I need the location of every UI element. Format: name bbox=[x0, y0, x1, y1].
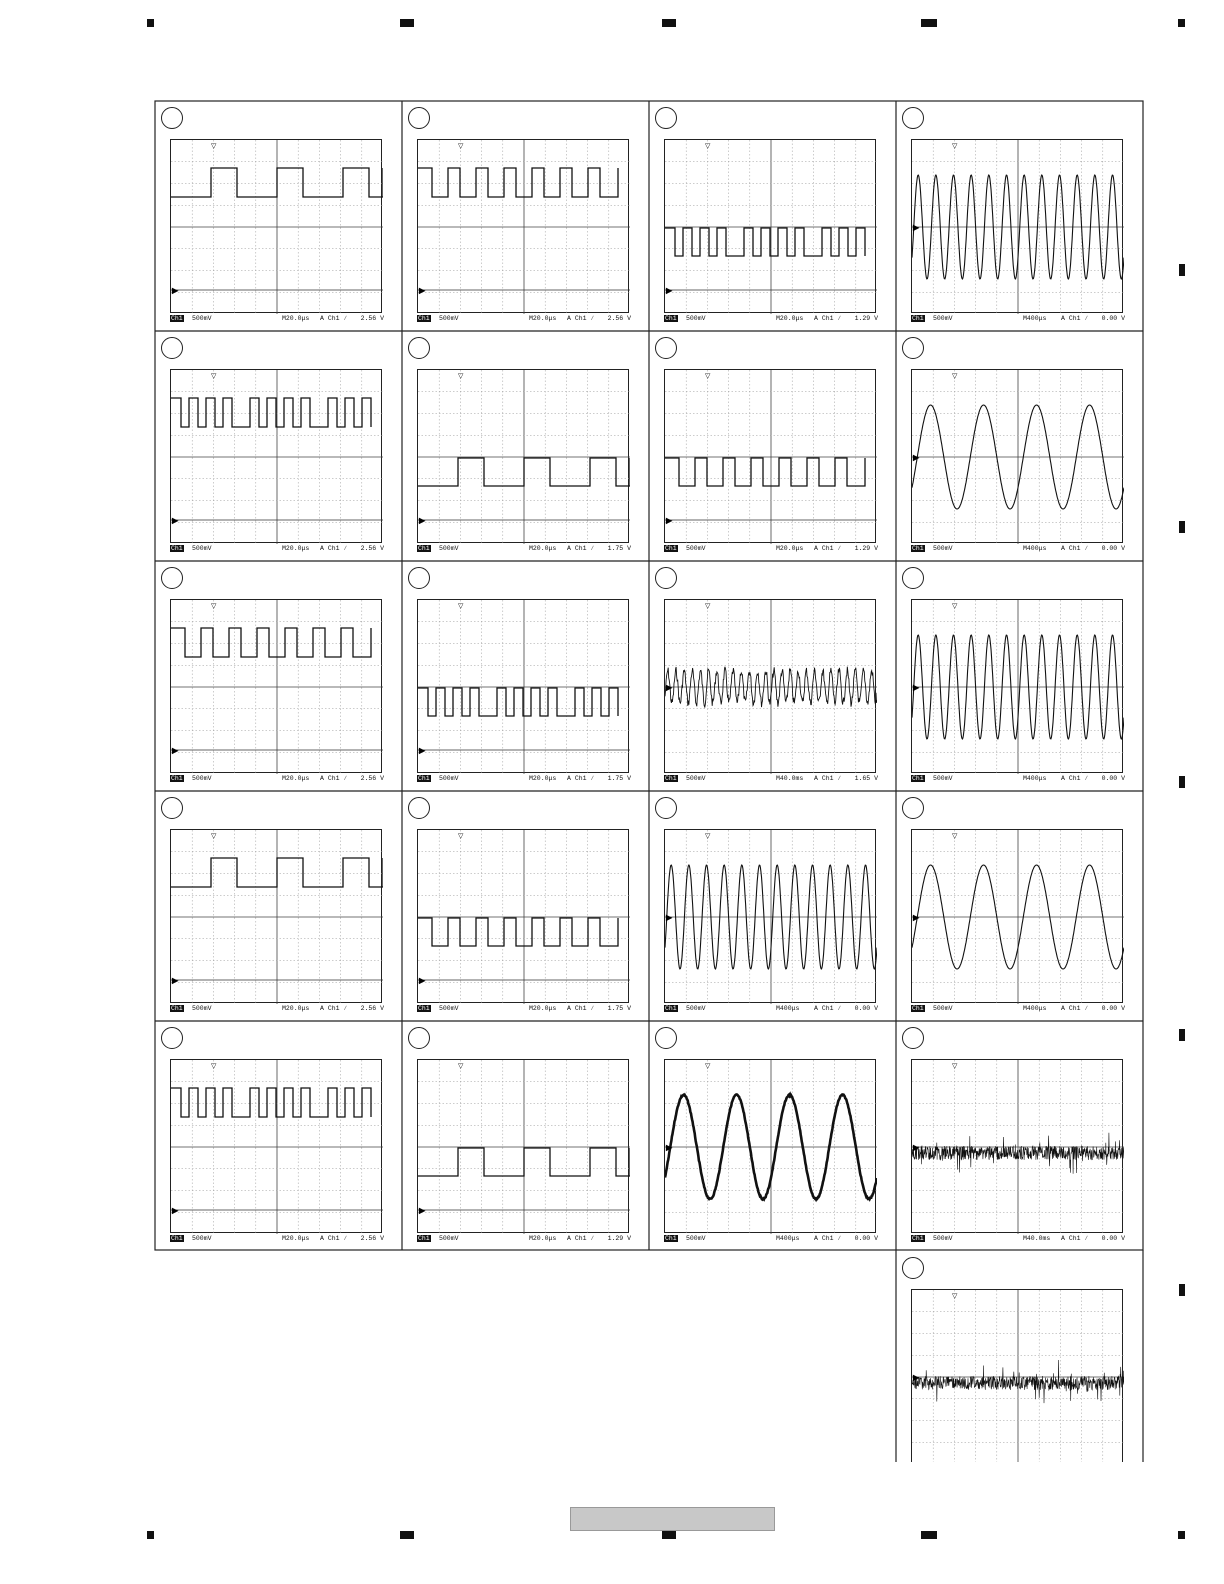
channel-label: Ch1 bbox=[665, 315, 677, 322]
timebase: M400μs bbox=[1023, 1005, 1047, 1012]
waveform-trace bbox=[665, 458, 865, 486]
waveform-number-circle bbox=[161, 567, 183, 589]
volts-per-div: 500mV bbox=[686, 1005, 706, 1012]
channel-label: Ch1 bbox=[171, 775, 183, 782]
scope-status-bar bbox=[664, 314, 878, 324]
waveform-trace bbox=[171, 858, 383, 887]
channel-label: Ch1 bbox=[665, 775, 677, 782]
timebase: M20.0μs bbox=[529, 775, 557, 782]
trigger-position-icon: ▽ bbox=[952, 603, 958, 610]
trigger-position-icon: ▽ bbox=[952, 1293, 958, 1300]
trigger-source: A Ch1 ∕ bbox=[567, 545, 595, 552]
trigger-channel: Ch1 bbox=[1068, 775, 1081, 782]
scope-status-bar bbox=[664, 774, 878, 784]
graticule bbox=[171, 600, 383, 774]
volts-per-div: 500mV bbox=[933, 1005, 953, 1012]
waveform-number-circle bbox=[902, 1027, 924, 1049]
waveform-trace bbox=[418, 1148, 630, 1176]
waveform-cell bbox=[402, 791, 649, 1021]
oscilloscope-screen bbox=[911, 1059, 1123, 1233]
timebase-value: 400μs bbox=[1026, 315, 1047, 322]
oscilloscope-screen bbox=[911, 599, 1123, 773]
trigger-channel: Ch1 bbox=[327, 1005, 340, 1012]
trigger-channel: Ch1 bbox=[327, 1235, 340, 1242]
trigger-channel: Ch1 bbox=[574, 775, 587, 782]
timebase-value: 20.0μs bbox=[285, 775, 310, 782]
waveform-number-circle bbox=[655, 567, 677, 589]
scope-status-bar bbox=[911, 544, 1125, 554]
trigger-level: 2.56 V bbox=[360, 545, 384, 552]
ground-marker-icon: ▶ bbox=[419, 286, 426, 295]
trigger-source: A Ch1 ∕ bbox=[320, 1005, 348, 1012]
trigger-level: 0.00 V bbox=[1101, 1235, 1125, 1242]
trigger-level: 0.00 V bbox=[1101, 545, 1125, 552]
trigger-channel: Ch1 bbox=[574, 545, 587, 552]
waveform-number-circle bbox=[655, 107, 677, 129]
volts-per-div: 500mV bbox=[439, 545, 459, 552]
trigger-level: 0.00 V bbox=[854, 1005, 878, 1012]
ground-marker-icon: ▶ bbox=[666, 913, 673, 922]
oscilloscope-screen bbox=[911, 829, 1123, 1003]
waveform-trace bbox=[418, 918, 618, 946]
waveform-cell bbox=[402, 561, 649, 791]
trigger-position-icon: ▽ bbox=[458, 143, 464, 150]
waveform-cell bbox=[649, 101, 896, 331]
timebase-value: 20.0μs bbox=[779, 315, 804, 322]
volts-per-div: 500mV bbox=[686, 545, 706, 552]
trigger-level: 1.29 V bbox=[854, 545, 878, 552]
channel-label: Ch1 bbox=[665, 1235, 677, 1242]
trigger-channel: Ch1 bbox=[327, 775, 340, 782]
volts-per-div: 500mV bbox=[686, 775, 706, 782]
trigger-level: 0.00 V bbox=[1101, 315, 1125, 322]
channel-label: Ch1 bbox=[418, 315, 430, 322]
channel-label: Ch1 bbox=[912, 775, 924, 782]
waveform-cell bbox=[155, 791, 402, 1021]
trigger-channel: Ch1 bbox=[327, 315, 340, 322]
channel-label: Ch1 bbox=[418, 1005, 430, 1012]
trigger-channel: Ch1 bbox=[821, 775, 834, 782]
volts-per-div: 500mV bbox=[192, 545, 212, 552]
trigger-position-icon: ▽ bbox=[952, 1063, 958, 1070]
oscilloscope-screen bbox=[664, 369, 876, 543]
trigger-channel: Ch1 bbox=[1068, 545, 1081, 552]
oscilloscope-screen bbox=[170, 829, 382, 1003]
trigger-position-icon: ▽ bbox=[705, 833, 711, 840]
ground-marker-icon: ▶ bbox=[913, 453, 920, 462]
trigger-position-icon: ▽ bbox=[705, 603, 711, 610]
ground-marker-icon: ▶ bbox=[172, 1206, 179, 1215]
waveform-number-circle bbox=[161, 107, 183, 129]
waveform-trace bbox=[171, 1088, 371, 1117]
scope-status-bar bbox=[170, 544, 384, 554]
oscilloscope-screen bbox=[417, 829, 629, 1003]
waveform-number-circle bbox=[902, 797, 924, 819]
trigger-source: A Ch1 ∕ bbox=[1061, 775, 1089, 782]
graticule bbox=[418, 140, 630, 314]
waveform-trace bbox=[418, 168, 618, 197]
graticule bbox=[912, 600, 1124, 774]
graticule bbox=[418, 370, 630, 544]
waveform-cell bbox=[155, 101, 402, 331]
timebase: M40.0ms bbox=[1023, 1235, 1051, 1242]
timebase-value: 20.0μs bbox=[285, 545, 310, 552]
scope-status-bar bbox=[911, 1234, 1125, 1244]
oscilloscope-screen bbox=[911, 139, 1123, 313]
trigger-channel: Ch1 bbox=[1068, 1235, 1081, 1242]
volts-per-div: 500mV bbox=[439, 1235, 459, 1242]
timebase-value: 400μs bbox=[779, 1005, 800, 1012]
oscilloscope-screen bbox=[664, 1059, 876, 1233]
graticule bbox=[665, 140, 877, 314]
trigger-level: 2.56 V bbox=[360, 775, 384, 782]
trigger-source: A Ch1 ∕ bbox=[814, 1005, 842, 1012]
trigger-channel: Ch1 bbox=[574, 1235, 587, 1242]
ground-marker-icon: ▶ bbox=[172, 746, 179, 755]
timebase: M20.0μs bbox=[282, 315, 310, 322]
trigger-source: A Ch1 ∕ bbox=[1061, 315, 1089, 322]
trigger-source: A Ch1 ∕ bbox=[567, 1005, 595, 1012]
volts-per-div: 500mV bbox=[933, 775, 953, 782]
scope-status-bar bbox=[911, 1004, 1125, 1014]
timebase: M20.0μs bbox=[282, 1005, 310, 1012]
trigger-channel: Ch1 bbox=[821, 1005, 834, 1012]
ground-marker-icon: ▶ bbox=[913, 683, 920, 692]
timebase-value: 20.0μs bbox=[532, 545, 557, 552]
scope-status-bar bbox=[170, 774, 384, 784]
trigger-position-icon: ▽ bbox=[458, 373, 464, 380]
ground-marker-icon: ▶ bbox=[666, 1143, 673, 1152]
trigger-level: 1.29 V bbox=[854, 315, 878, 322]
scope-status-bar bbox=[170, 1234, 384, 1244]
ground-marker-icon: ▶ bbox=[666, 516, 673, 525]
timebase: M20.0μs bbox=[776, 315, 804, 322]
waveform-trace bbox=[171, 628, 371, 657]
oscilloscope-screen bbox=[417, 1059, 629, 1233]
trigger-channel: Ch1 bbox=[821, 315, 834, 322]
scope-status-bar bbox=[911, 774, 1125, 784]
ground-marker-icon: ▶ bbox=[172, 286, 179, 295]
graticule bbox=[665, 830, 877, 1004]
waveform-trace bbox=[418, 688, 618, 716]
trigger-channel: Ch1 bbox=[821, 1235, 834, 1242]
channel-label: Ch1 bbox=[665, 1005, 677, 1012]
waveform-number-circle bbox=[408, 337, 430, 359]
waveform-number-circle bbox=[902, 107, 924, 129]
scope-status-bar bbox=[664, 1234, 878, 1244]
graticule bbox=[171, 140, 383, 314]
timebase: M20.0μs bbox=[282, 775, 310, 782]
waveform-number-circle bbox=[408, 107, 430, 129]
trigger-position-icon: ▽ bbox=[211, 833, 217, 840]
trigger-position-icon: ▽ bbox=[211, 143, 217, 150]
scope-status-bar bbox=[417, 1234, 631, 1244]
graticule bbox=[171, 830, 383, 1004]
waveform-cell bbox=[649, 331, 896, 561]
volts-per-div: 500mV bbox=[686, 315, 706, 322]
timebase-value: 40.0ms bbox=[779, 775, 804, 782]
trigger-source: A Ch1 ∕ bbox=[567, 1235, 595, 1242]
trigger-position-icon: ▽ bbox=[705, 143, 711, 150]
channel-label: Ch1 bbox=[418, 1235, 430, 1242]
channel-label: Ch1 bbox=[912, 1005, 924, 1012]
oscilloscope-screen bbox=[911, 1289, 1123, 1462]
trigger-position-icon: ▽ bbox=[952, 373, 958, 380]
ground-marker-icon: ▶ bbox=[913, 1373, 920, 1382]
trigger-source: A Ch1 ∕ bbox=[320, 1235, 348, 1242]
channel-label: Ch1 bbox=[912, 545, 924, 552]
channel-label: Ch1 bbox=[665, 545, 677, 552]
graticule bbox=[418, 600, 630, 774]
trigger-level: 0.00 V bbox=[1101, 775, 1125, 782]
volts-per-div: 500mV bbox=[686, 1235, 706, 1242]
volts-per-div: 500mV bbox=[933, 1235, 953, 1242]
waveform-cell bbox=[402, 331, 649, 561]
timebase: M400μs bbox=[1023, 545, 1047, 552]
timebase: M20.0μs bbox=[529, 1005, 557, 1012]
ground-marker-icon: ▶ bbox=[419, 516, 426, 525]
timebase: M20.0μs bbox=[282, 1235, 310, 1242]
timebase-value: 20.0μs bbox=[532, 1005, 557, 1012]
trigger-source: A Ch1 ∕ bbox=[1061, 1235, 1089, 1242]
waveform-trace bbox=[418, 458, 630, 486]
waveform-cell bbox=[155, 1021, 402, 1251]
oscilloscope-screen bbox=[170, 139, 382, 313]
waveform-cell bbox=[896, 561, 1143, 791]
timebase-value: 400μs bbox=[1026, 775, 1047, 782]
volts-per-div: 500mV bbox=[933, 315, 953, 322]
waveform-number-circle bbox=[902, 337, 924, 359]
channel-label: Ch1 bbox=[171, 1235, 183, 1242]
timebase-value: 20.0μs bbox=[532, 1235, 557, 1242]
waveform-cell bbox=[896, 1021, 1143, 1251]
scope-status-bar bbox=[664, 1004, 878, 1014]
waveform-cell bbox=[649, 561, 896, 791]
trigger-source: A Ch1 ∕ bbox=[320, 315, 348, 322]
waveform-number-circle bbox=[655, 797, 677, 819]
scope-status-bar bbox=[417, 774, 631, 784]
waveform-cell bbox=[155, 331, 402, 561]
ground-marker-icon: ▶ bbox=[172, 516, 179, 525]
timebase: M400μs bbox=[1023, 315, 1047, 322]
timebase: M40.0ms bbox=[776, 775, 804, 782]
trigger-source: A Ch1 ∕ bbox=[320, 775, 348, 782]
volts-per-div: 500mV bbox=[439, 1005, 459, 1012]
ground-marker-icon: ▶ bbox=[419, 746, 426, 755]
channel-label: Ch1 bbox=[171, 315, 183, 322]
graticule bbox=[171, 1060, 383, 1234]
channel-label: Ch1 bbox=[912, 315, 924, 322]
trigger-level: 1.75 V bbox=[607, 545, 631, 552]
waveform-number-circle bbox=[161, 337, 183, 359]
page-number-box bbox=[570, 1507, 775, 1531]
trigger-position-icon: ▽ bbox=[211, 373, 217, 380]
scope-status-bar bbox=[417, 1004, 631, 1014]
scope-status-bar bbox=[170, 314, 384, 324]
trigger-level: 2.56 V bbox=[360, 1005, 384, 1012]
trigger-level: 1.65 V bbox=[854, 775, 878, 782]
graticule bbox=[418, 830, 630, 1004]
waveform-cell bbox=[155, 561, 402, 791]
timebase-value: 20.0μs bbox=[532, 775, 557, 782]
timebase-value: 20.0μs bbox=[285, 1235, 310, 1242]
trigger-position-icon: ▽ bbox=[705, 1063, 711, 1070]
waveform-number-circle bbox=[408, 1027, 430, 1049]
waveform-cell bbox=[896, 1251, 1143, 1462]
waveform-cell bbox=[649, 1021, 896, 1251]
trigger-channel: Ch1 bbox=[574, 1005, 587, 1012]
ground-marker-icon: ▶ bbox=[913, 223, 920, 232]
trigger-channel: Ch1 bbox=[821, 545, 834, 552]
graticule bbox=[171, 370, 383, 544]
trigger-channel: Ch1 bbox=[574, 315, 587, 322]
ground-marker-icon: ▶ bbox=[913, 913, 920, 922]
oscilloscope-screen bbox=[664, 599, 876, 773]
waveform-number-circle bbox=[408, 797, 430, 819]
trigger-source: A Ch1 ∕ bbox=[814, 545, 842, 552]
channel-label: Ch1 bbox=[171, 545, 183, 552]
volts-per-div: 500mV bbox=[439, 315, 459, 322]
timebase-value: 40.0ms bbox=[1026, 1235, 1051, 1242]
timebase: M20.0μs bbox=[529, 315, 557, 322]
channel-label: Ch1 bbox=[171, 1005, 183, 1012]
waveform-cell bbox=[896, 331, 1143, 561]
trigger-level: 2.56 V bbox=[360, 315, 384, 322]
graticule bbox=[665, 370, 877, 544]
ground-marker-icon: ▶ bbox=[172, 976, 179, 985]
ground-marker-icon: ▶ bbox=[913, 1143, 920, 1152]
graticule bbox=[912, 140, 1124, 314]
waveform-number-circle bbox=[655, 337, 677, 359]
oscilloscope-screen bbox=[170, 369, 382, 543]
oscilloscope-screen bbox=[664, 139, 876, 313]
oscilloscope-screen bbox=[170, 1059, 382, 1233]
timebase: M400μs bbox=[776, 1005, 800, 1012]
waveform-trace bbox=[171, 168, 383, 197]
volts-per-div: 500mV bbox=[192, 315, 212, 322]
waveform-number-circle bbox=[161, 797, 183, 819]
channel-label: Ch1 bbox=[418, 545, 430, 552]
oscilloscope-screen bbox=[664, 829, 876, 1003]
volts-per-div: 500mV bbox=[933, 545, 953, 552]
trigger-level: 1.75 V bbox=[607, 775, 631, 782]
trigger-level: 2.56 V bbox=[360, 1235, 384, 1242]
trigger-position-icon: ▽ bbox=[458, 1063, 464, 1070]
trigger-level: 0.00 V bbox=[1101, 1005, 1125, 1012]
waveform-cell bbox=[402, 1021, 649, 1251]
trigger-channel: Ch1 bbox=[327, 545, 340, 552]
graticule bbox=[912, 1290, 1124, 1462]
oscilloscope-screen bbox=[170, 599, 382, 773]
waveform-trace bbox=[665, 228, 865, 256]
ground-marker-icon: ▶ bbox=[666, 286, 673, 295]
scope-status-bar bbox=[417, 314, 631, 324]
ground-marker-icon: ▶ bbox=[666, 683, 673, 692]
timebase-value: 400μs bbox=[779, 1235, 800, 1242]
scope-status-bar bbox=[170, 1004, 384, 1014]
waveform-cell bbox=[649, 791, 896, 1021]
trigger-level: 2.56 V bbox=[607, 315, 631, 322]
timebase: M400μs bbox=[776, 1235, 800, 1242]
trigger-source: A Ch1 ∕ bbox=[814, 775, 842, 782]
ground-marker-icon: ▶ bbox=[419, 976, 426, 985]
scope-status-bar bbox=[417, 544, 631, 554]
trigger-source: A Ch1 ∕ bbox=[1061, 1005, 1089, 1012]
ground-marker-icon: ▶ bbox=[419, 1206, 426, 1215]
trigger-channel: Ch1 bbox=[1068, 1005, 1081, 1012]
oscilloscope-screen bbox=[417, 599, 629, 773]
waveform-number-circle bbox=[161, 1027, 183, 1049]
oscilloscope-screen bbox=[417, 369, 629, 543]
waveform-number-circle bbox=[902, 567, 924, 589]
trigger-position-icon: ▽ bbox=[952, 143, 958, 150]
channel-label: Ch1 bbox=[418, 775, 430, 782]
scope-status-bar bbox=[911, 314, 1125, 324]
trigger-position-icon: ▽ bbox=[458, 603, 464, 610]
trigger-source: A Ch1 ∕ bbox=[320, 545, 348, 552]
timebase: M400μs bbox=[1023, 775, 1047, 782]
timebase: M20.0μs bbox=[529, 545, 557, 552]
trigger-position-icon: ▽ bbox=[458, 833, 464, 840]
waveform-cell bbox=[402, 101, 649, 331]
waveform-number-circle bbox=[902, 1257, 924, 1279]
trigger-source: A Ch1 ∕ bbox=[814, 1235, 842, 1242]
timebase-value: 20.0μs bbox=[779, 545, 804, 552]
trigger-position-icon: ▽ bbox=[211, 1063, 217, 1070]
trigger-level: 1.75 V bbox=[607, 1005, 631, 1012]
trigger-level: 0.00 V bbox=[854, 1235, 878, 1242]
volts-per-div: 500mV bbox=[439, 775, 459, 782]
volts-per-div: 500mV bbox=[192, 1005, 212, 1012]
timebase: M20.0μs bbox=[529, 1235, 557, 1242]
volts-per-div: 500mV bbox=[192, 1235, 212, 1242]
channel-label: Ch1 bbox=[912, 1235, 924, 1242]
waveform-cell bbox=[896, 791, 1143, 1021]
trigger-position-icon: ▽ bbox=[211, 603, 217, 610]
timebase-value: 20.0μs bbox=[285, 1005, 310, 1012]
trigger-position-icon: ▽ bbox=[705, 373, 711, 380]
timebase-value: 20.0μs bbox=[285, 315, 310, 322]
trigger-position-icon: ▽ bbox=[952, 833, 958, 840]
timebase: M20.0μs bbox=[282, 545, 310, 552]
waveform-cell bbox=[896, 101, 1143, 331]
waveform-trace bbox=[171, 398, 371, 427]
waveform-number-circle bbox=[655, 1027, 677, 1049]
volts-per-div: 500mV bbox=[192, 775, 212, 782]
trigger-source: A Ch1 ∕ bbox=[567, 315, 595, 322]
trigger-source: A Ch1 ∕ bbox=[814, 315, 842, 322]
waveform-number-circle bbox=[408, 567, 430, 589]
oscilloscope-screen bbox=[417, 139, 629, 313]
trigger-source: A Ch1 ∕ bbox=[1061, 545, 1089, 552]
oscilloscope-screen bbox=[911, 369, 1123, 543]
graticule bbox=[912, 1060, 1124, 1234]
timebase-value: 400μs bbox=[1026, 545, 1047, 552]
trigger-channel: Ch1 bbox=[1068, 315, 1081, 322]
trigger-level: 1.29 V bbox=[607, 1235, 631, 1242]
timebase-value: 20.0μs bbox=[532, 315, 557, 322]
trigger-source: A Ch1 ∕ bbox=[567, 775, 595, 782]
timebase-value: 400μs bbox=[1026, 1005, 1047, 1012]
graticule bbox=[418, 1060, 630, 1234]
scope-status-bar bbox=[664, 544, 878, 554]
timebase: M20.0μs bbox=[776, 545, 804, 552]
